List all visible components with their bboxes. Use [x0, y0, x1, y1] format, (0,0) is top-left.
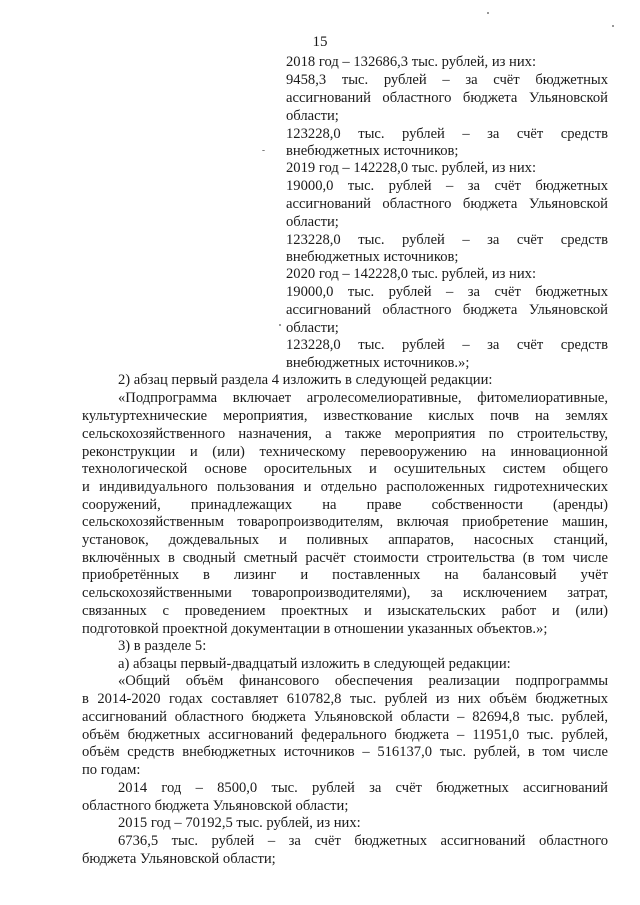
text-line: области; — [286, 108, 339, 124]
text-line: внебюджетных источников; — [286, 143, 459, 159]
text-line: области; — [286, 320, 339, 336]
text-line: 2014 год – 8500,0 тыс. рублей за счёт бюджетных ассигнований — [118, 780, 608, 796]
page-number: 15 — [312, 34, 328, 50]
text-line: технологической основе оросительных и осушительных систем общего — [82, 461, 608, 477]
text-line: «Подпрограмма включает агролесомелиоративные, фитомелиоративные, — [118, 390, 608, 406]
text-line: и индивидуального пользования и отдельно расположенных гидротехнических — [82, 479, 608, 495]
text-line: внебюджетных источников; — [286, 249, 459, 265]
text-line: объём средств внебюджетных источников – 516137,0 тыс. рублей, в том числе — [82, 744, 608, 760]
text-line: области; — [286, 214, 339, 230]
text-line: культуртехнические мероприятия, известкование кислых почв на землях — [82, 408, 608, 424]
text-line: 19000,0 тыс. рублей – за счёт бюджетных — [286, 284, 608, 300]
text-line: сооружений, принадлежащих на праве собственности (аренды) — [82, 497, 608, 513]
text-line: связанных с проведением проектных и изыскательских работ и (или) — [82, 603, 608, 619]
text-line: 123228,0 тыс. рублей – за счёт средств — [286, 126, 608, 142]
text-line: «Общий объём финансового обеспечения реализации подпрограммы — [118, 673, 608, 689]
text-line: установок, дождевальных и поливных аппаратов, насосных станций, — [82, 532, 608, 548]
text-line: сельскохозяйственным товаропроизводителям, включая приобретение машин, — [82, 514, 608, 530]
text-line: включённых в сводный сметный расчёт стоимости строительства (в том числе — [82, 550, 608, 566]
scan-speck — [487, 12, 489, 14]
text-line: 6736,5 тыс. рублей – за счёт бюджетных ассигнований областного — [118, 833, 608, 849]
text-line: приобретённых в лизинг и поставленных на балансовый учёт — [82, 567, 608, 583]
scan-speck — [612, 25, 614, 27]
text-line: 123228,0 тыс. рублей – за счёт средств — [286, 337, 608, 353]
text-line: областного бюджета Ульяновской области; — [82, 798, 349, 814]
text-line: 3) в разделе 5: — [118, 638, 207, 654]
text-line: ассигнований областного бюджета Ульяновской — [286, 90, 608, 106]
text-line: подготовкой проектной документации в отношении указанных объектов.»; — [82, 621, 548, 637]
text-line: сельскохозяйственными товаропроизводителями), за исключением затрат, — [82, 585, 608, 601]
text-line: в 2014-2020 годах составляет 610782,8 тыс. рублей из них объём бюджетных — [82, 691, 608, 707]
text-line: бюджета Ульяновской области; — [82, 851, 276, 867]
text-line: реконструкции и (или) техническому перевооружению на инновационной — [82, 444, 608, 460]
text-line: по годам: — [82, 762, 141, 778]
text-line: ассигнований областного бюджета Ульяновской — [286, 196, 608, 212]
text-line: ассигнований областного бюджета Ульяновской области – 82694,8 тыс. рублей, — [82, 709, 608, 725]
text-line: внебюджетных источников.»; — [286, 355, 470, 371]
scan-speck — [279, 324, 281, 326]
text-line: 2015 год – 70192,5 тыс. рублей, из них: — [118, 815, 361, 831]
text-line: сельскохозяйственного назначения, а также мероприятия по строительству, — [82, 426, 608, 442]
text-line: 123228,0 тыс. рублей – за счёт средств — [286, 232, 608, 248]
scan-speck — [262, 150, 265, 151]
text-line: а) абзацы первый-двадцатый изложить в следующей редакции: — [118, 656, 511, 672]
text-line: 19000,0 тыс. рублей – за счёт бюджетных — [286, 178, 608, 194]
text-line: ассигнований областного бюджета Ульяновской — [286, 302, 608, 318]
text-line: объём бюджетных ассигнований федерального бюджета – 11951,0 тыс. рублей, — [82, 727, 608, 743]
text-line: 2) абзац первый раздела 4 изложить в следующей редакции: — [118, 372, 493, 388]
text-line: 2019 год – 142228,0 тыс. рублей, из них: — [286, 160, 537, 176]
text-line: 9458,3 тыс. рублей – за счёт бюджетных — [286, 72, 608, 88]
text-line: 2018 год – 132686,3 тыс. рублей, из них: — [286, 54, 537, 70]
text-line: 2020 год – 142228,0 тыс. рублей, из них: — [286, 266, 537, 282]
